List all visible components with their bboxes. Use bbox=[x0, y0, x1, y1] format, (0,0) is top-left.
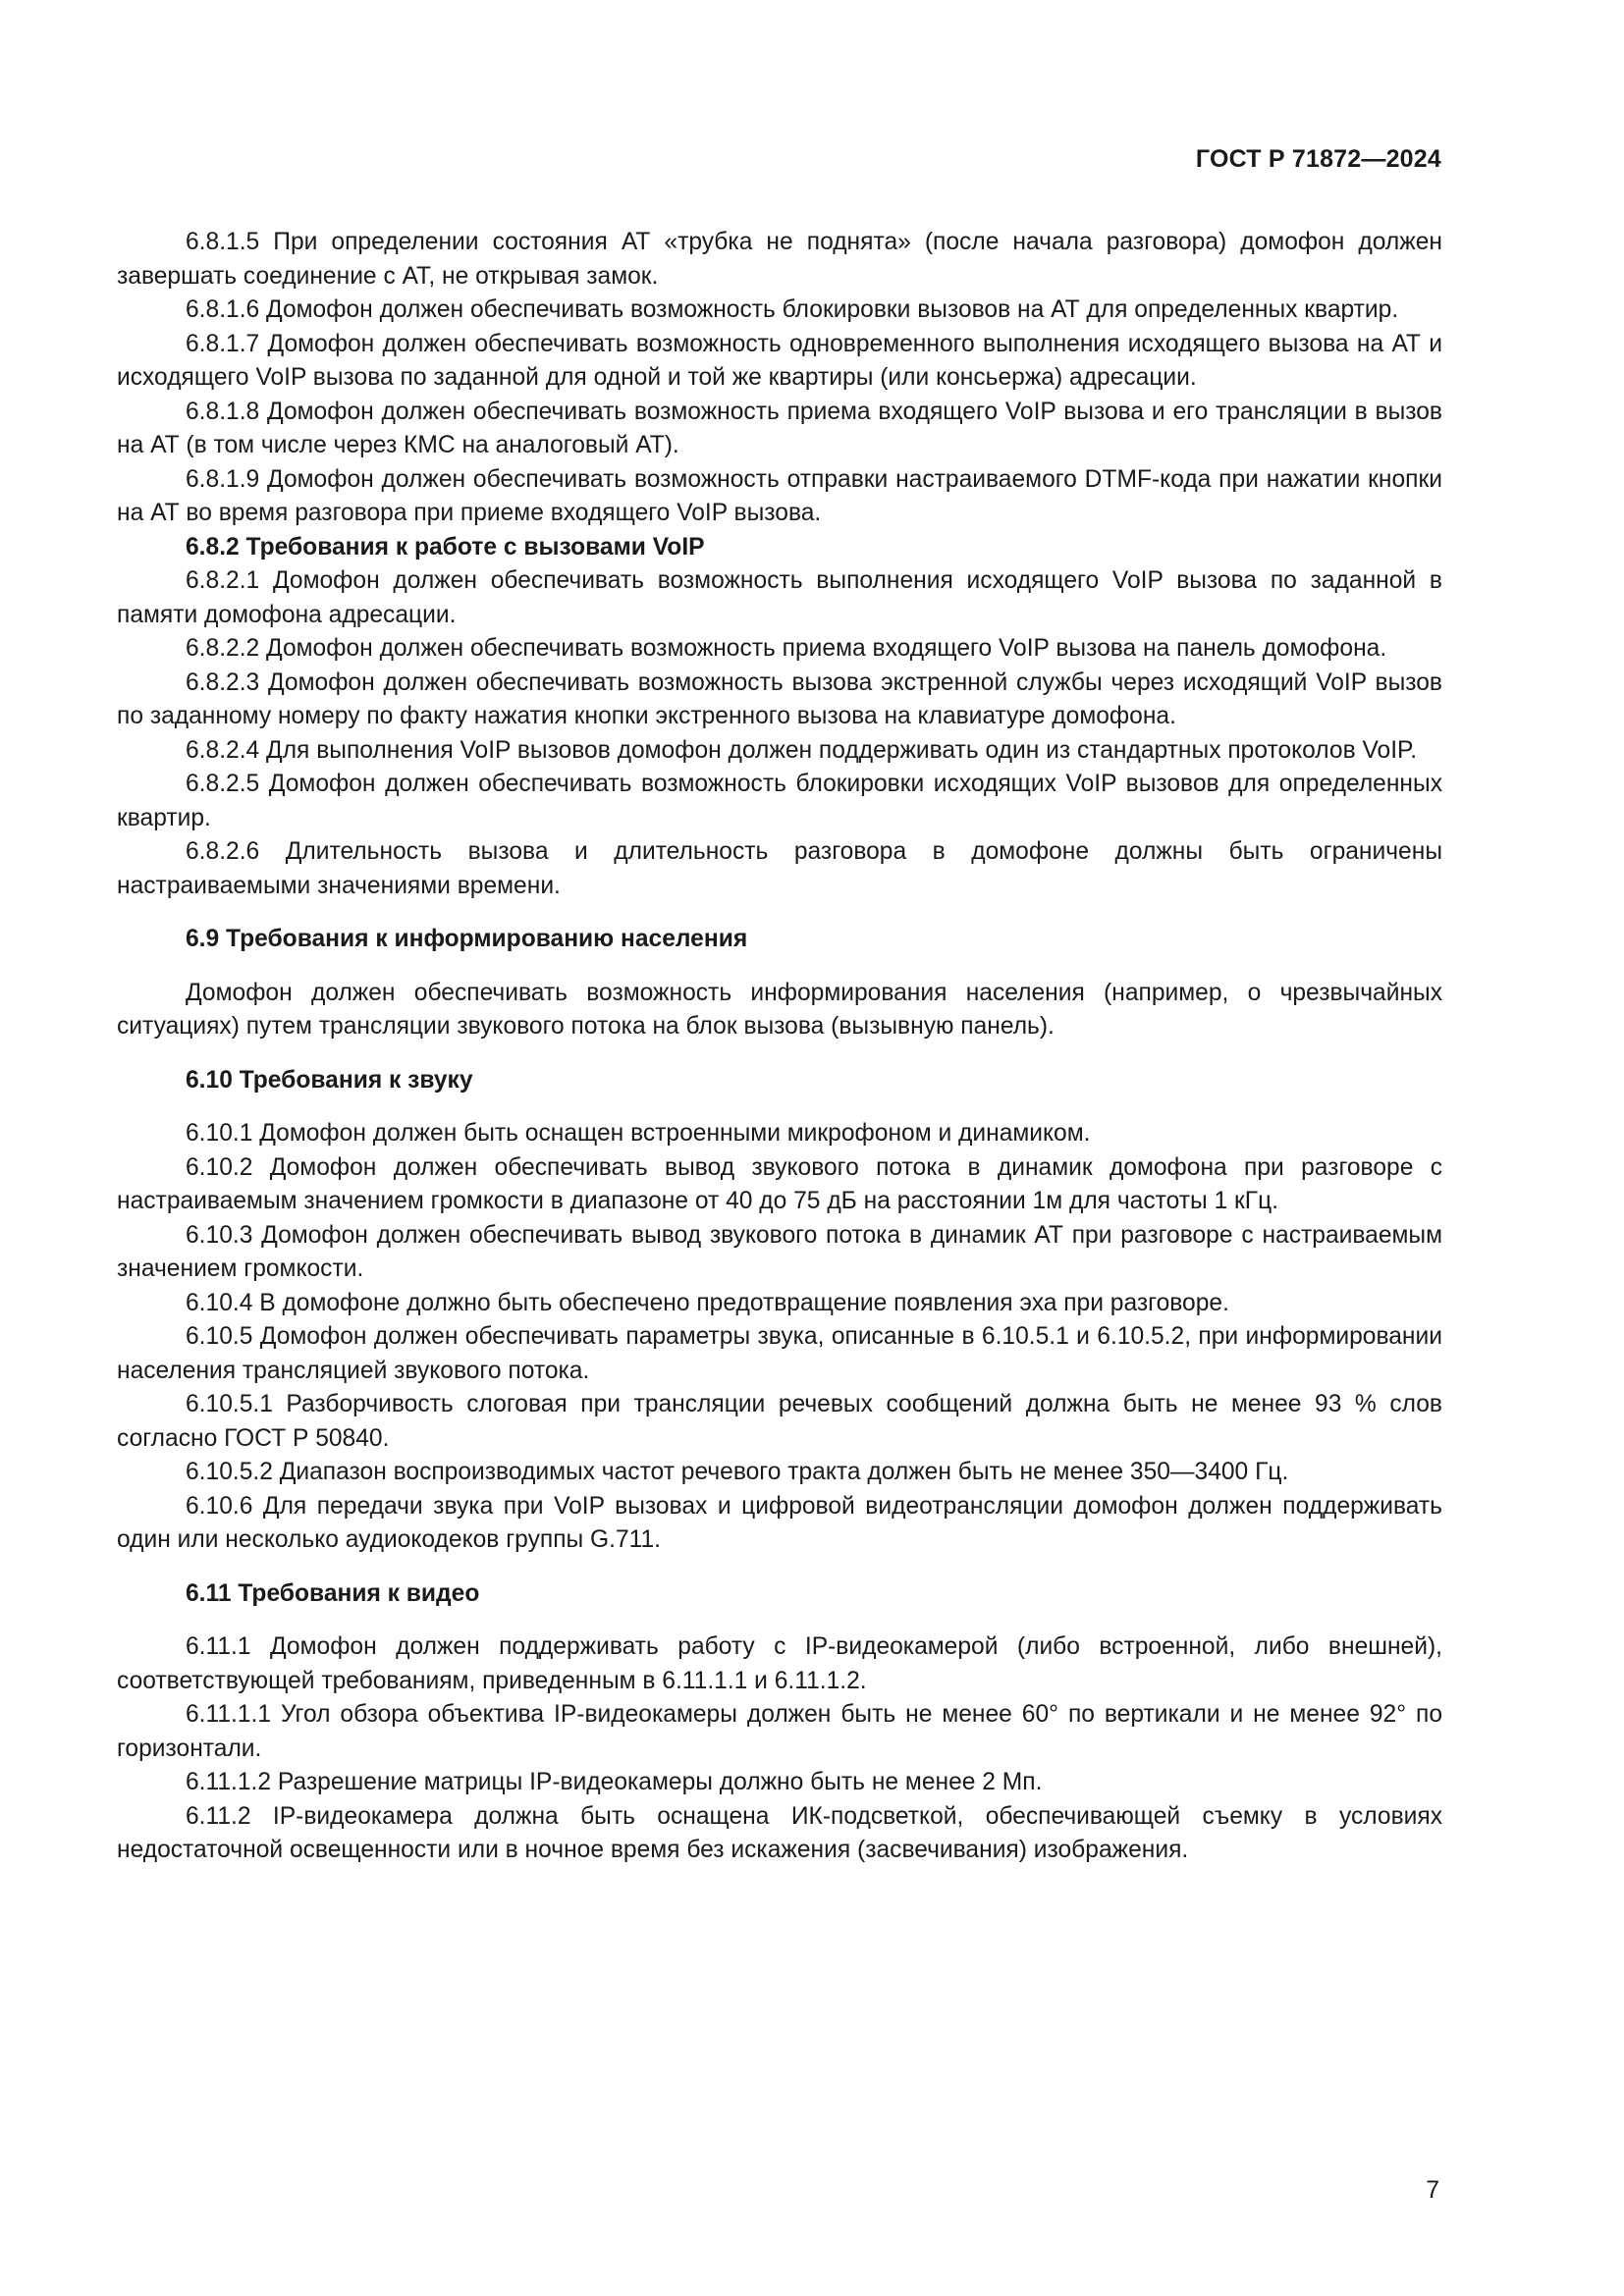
paragraph: 6.8.1.5 При определении состояния АТ «трубка не поднята» (после начала разговора) домофон должен завершать соединение с АТ, не открывая замок. bbox=[117, 229, 1442, 290]
paragraph: 6.8.2.6 Длительность вызова и длительность разговора в домофоне должны быть ограничены настраиваемыми значениями времени. bbox=[117, 838, 1442, 899]
paragraph: 6.8.2.3 Домофон должен обеспечивать возможность вызова экстренной службы через исходящий VoIP вызов по заданному номеру по факту нажатия кнопки экстренного вызова на клавиатуре домофона. bbox=[117, 668, 1442, 729]
section-heading: 6.9 Требования к информированию населения bbox=[186, 926, 748, 952]
paragraph: 6.8.1.7 Домофон должен обеспечивать возможность одновременного выполнения исходящего вызова на АТ и исходящего VoIP вызова по заданной для одной и той же квартиры (или консьержа) адресации. bbox=[117, 330, 1442, 391]
paragraph: 6.11.1.2 Разрешение матрицы IP-видеокамеры должно быть не менее 2 Мп. bbox=[186, 1769, 1043, 1795]
paragraph: 6.10.5.1 Разборчивость слоговая при трансляции речевых сообщений должна быть не менее 93 % слов согласно ГОСТ Р 50840. bbox=[117, 1391, 1442, 1452]
paragraph: 6.8.2.1 Домофон должен обеспечивать возможность выполнения исходящего VoIP вызова по заданной в памяти домофона адресации. bbox=[117, 567, 1442, 628]
section-heading: 6.10 Требования к звуку bbox=[186, 1066, 473, 1094]
paragraph: 6.10.3 Домофон должен обеспечивать вывод звукового потока в динамик АТ при разговоре с настраиваемым значением громкости. bbox=[117, 1221, 1442, 1282]
paragraph: 6.10.5 Домофон должен обеспечивать параметры звука, описанные в 6.10.5.1 и 6.10.5.2, при информировании населения трансляцией звукового потока. bbox=[117, 1323, 1442, 1384]
section-heading: 6.11 Требования к видео bbox=[186, 1579, 480, 1607]
page-number: 7 bbox=[1426, 2177, 1439, 2204]
paragraph: 6.11.1 Домофон должен поддерживать работу с IP-видеокамерой (либо встроенной, либо внешней), соответствующей требованиям, приведенным в 6.11.1.1 и 6.11.1.2. bbox=[117, 1633, 1442, 1694]
paragraph: 6.8.1.9 Домофон должен обеспечивать возможность отправки настраиваемого DTMF-кода при нажатии кнопки на АТ во время разговора при приеме входящего VoIP вызова. bbox=[117, 465, 1442, 526]
paragraph: 6.8.2.4 Для выполнения VoIP вызовов домофон должен поддерживать один из стандартных протоколов VoIP. bbox=[186, 736, 1418, 764]
paragraph: 6.11.1.1 Угол обзора объектива IP-видеокамеры должен быть не менее 60° по вертикали и не менее 92° по горизонтали. bbox=[117, 1701, 1442, 1762]
paragraph: 6.8.1.6 Домофон должен обеспечивать возможность блокировки вызовов на АТ для определенных квартир. bbox=[186, 296, 1399, 323]
paragraph: 6.10.6 Для передачи звука при VoIP вызовах и цифровой видеотрансляции домофон должен поддерживать один или несколько аудиокодеков группы G.711. bbox=[117, 1492, 1442, 1553]
paragraph: 6.10.2 Домофон должен обеспечивать вывод звукового потока в динамик домофона при разговоре с настраиваемым значением громкости в диапазоне от 40 до 75 дБ на расстоянии 1м для частоты 1 кГц. bbox=[117, 1153, 1442, 1214]
paragraph: 6.10.1 Домофон должен быть оснащен встроенными микрофоном и динамиком. bbox=[186, 1120, 1091, 1147]
section-heading: 6.8.2 Требования к работе с вызовами VoIP bbox=[186, 533, 705, 561]
paragraph: 6.8.2.5 Домофон должен обеспечивать возможность блокировки исходящих VoIP вызовов для определенных квартир. bbox=[117, 771, 1442, 831]
paragraph: 6.10.5.2 Диапазон воспроизводимых частот речевого тракта должен быть не менее 350—3400 Гц. bbox=[186, 1459, 1289, 1485]
paragraph: 6.8.1.8 Домофон должен обеспечивать возможность приема входящего VoIP вызова и его трансляции в вызов на АТ (в том числе через КМС на аналоговый АТ). bbox=[117, 398, 1442, 458]
document-body bbox=[117, 226, 1442, 1868]
standard-id-header: ГОСТ Р 71872—2024 bbox=[1195, 145, 1441, 173]
paragraph: 6.8.2.2 Домофон должен обеспечивать возможность приема входящего VoIP вызова на панель домофона. bbox=[186, 635, 1387, 662]
paragraph: 6.11.2 IP-видеокамера должна быть оснащена ИК-подсветкой, обеспечивающей съемку в условиях недостаточной освещенности или в ночное время без искажения (засвечивания) изображения. bbox=[117, 1802, 1442, 1863]
paragraph: Домофон должен обеспечивать возможность информирования населения (например, о чрезвычайных ситуациях) путем трансляции звукового потока на блок вызова (вызывную панель). bbox=[117, 979, 1442, 1040]
paragraph: 6.10.4 В домофоне должно быть обеспечено предотвращение появления эха при разговоре. bbox=[186, 1289, 1229, 1316]
